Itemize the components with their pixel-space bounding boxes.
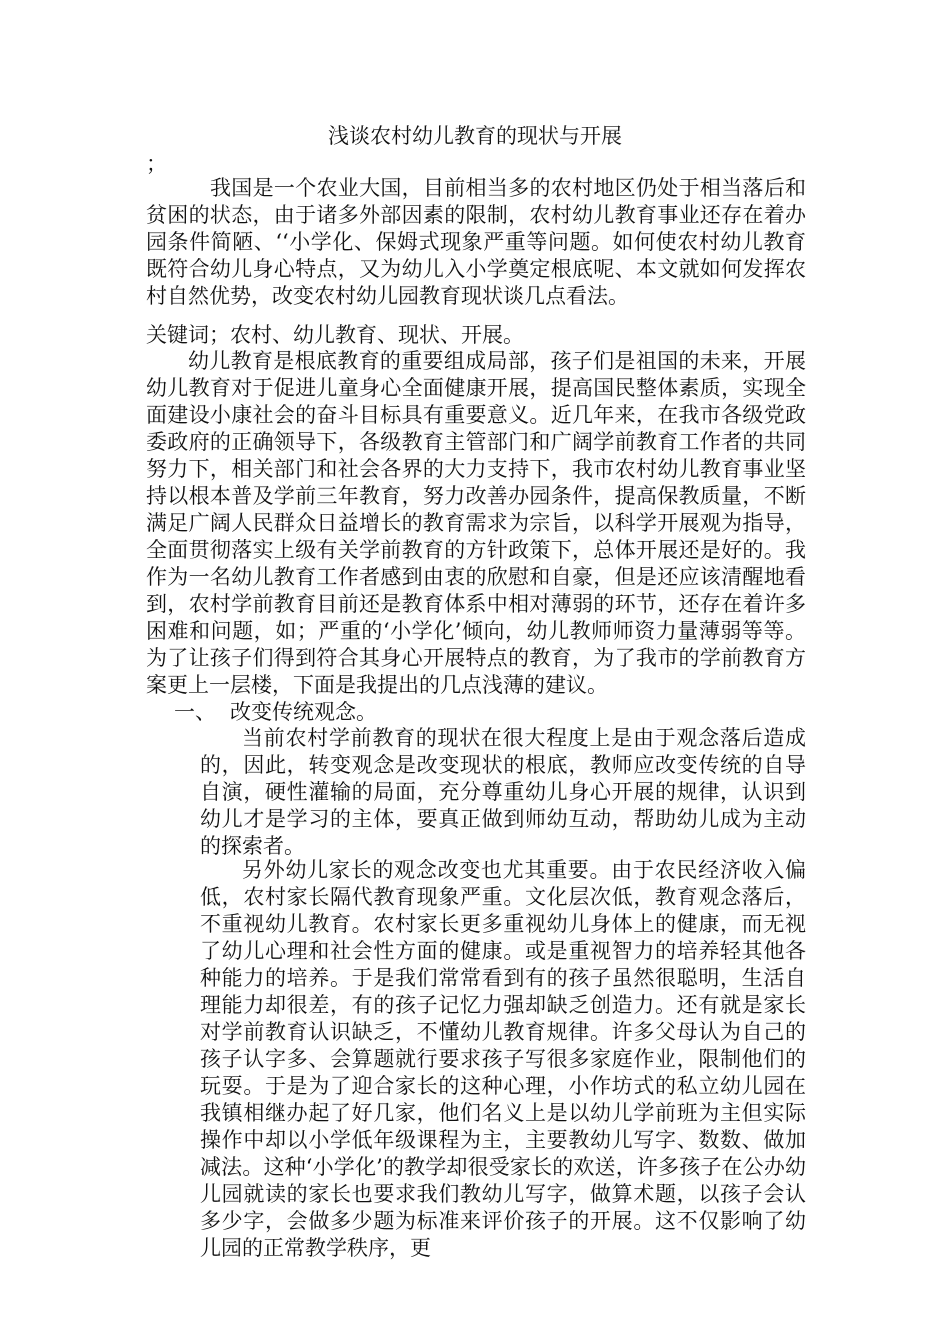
document-title: 浅谈农村幼儿教育的现状与开展 (328, 124, 622, 148)
section-paragraph: 当前农村学前教育的现状在很大程度上是由于观念落后造成的，因此，转变观念是改变现状的根底，教师应改变传统的自导自演，硬性灌输的局面，充分尊重幼儿身心开展的规律，认识到幼儿才是学习的主体，要真正做到师幼互动，帮助幼儿成为主动的探索者。 (200, 726, 806, 858)
intro-paragraph: 幼儿教育是根底教育的重要组成局部，孩子们是祖国的未来，开展幼儿教育对于促进儿童身心全面健康开展，提高国民整体素质，实现全面建设小康社会的奋斗目标具有重要意义。近几年来，在我市各级党政委政府的正确领导下，各级教育主管部门和广阔学前教育工作者的共同努力下，相关部门和社会各界的大力支持下，我市农村幼儿教育事业坚持以根本普及学前三年教育，努力改善办园条件，提高保教质量，不断满足广阔人民群众日益增长的教育需求为宗旨，以科学开展观为指导，全面贯彻落实上级有关学前教育的方针政策下，总体开展还是好的。我作为一名幼儿教育工作者感到由衷的欣慰和自豪，但是还应该清醒地看到，农村学前教育目前还是教育体系中相对薄弱的环节，还存在着许多困难和问题，如；严重的‘小学化’倾向，幼儿教师师资力量薄弱等等。为了让孩子们得到符合其身心开展特点的教育，为了我市的学前教育方案更上一层楼，下面是我提出的几点浅薄的建议。 (146, 349, 806, 697)
keywords-line: 关键词；农村、幼儿教育、现状、开展。 (146, 323, 524, 347)
abstract-paragraph: 我国是一个农业大国，目前相当多的农村地区仍处于相当落后和贫困的状态，由于诸多外部因素的限制，农村幼儿教育事业还存在着办园条件简陋、‘‘小学化、保姆式现象严重等问题。如何使农村幼儿教育既符合幼儿身心特点，又为幼儿入小学奠定根底呢、本文就如何发挥农村自然优势，改变农村幼儿园教育现状谈几点看法。 (146, 176, 806, 308)
section-heading (174, 699, 674, 726)
section-paragraph: 另外幼儿家长的观念改变也尤其重要。由于农民经济收入偏低，农村家长隔代教育现象严重。文化层次低，教育观念落后，不重视幼儿教育。农村家长更多重视幼儿身体上的健康，而无视了幼儿心理和社会性方面的健康。或是重视智力的培养轻其他各种能力的培养。于是我们常常看到有的孩子虽然很聪明，生活自理能力却很差，有的孩子记忆力强却缺乏创造力。还有就是家长对学前教育认识缺乏，不懂幼儿教育规律。许多父母认为自己的孩子认字多、会算题就行要求孩子写很多家庭作业，限制他们的玩耍。于是为了迎合家长的这种心理，小作坊式的私立幼儿园在我镇相继办起了好几家，他们名义上是以幼儿学前班为主但实际操作中却以小学低年级课程为主，主要教幼儿写字、数数、做加减法。这种‘小学化’的教学却很受家长的欢送，许多孩子在公办幼儿园就读的家长也要求我们教幼儿写字，做算术题，以孩子会认多少字，会做多少题为标准来评价孩子的开展。这不仅影响了幼儿园的正常教学秩序，更 (200, 858, 806, 1260)
section-number: 一、 (174, 700, 216, 724)
section-title: 改变传统观念。 (230, 700, 377, 724)
punctuation-mark: ； (146, 152, 167, 176)
